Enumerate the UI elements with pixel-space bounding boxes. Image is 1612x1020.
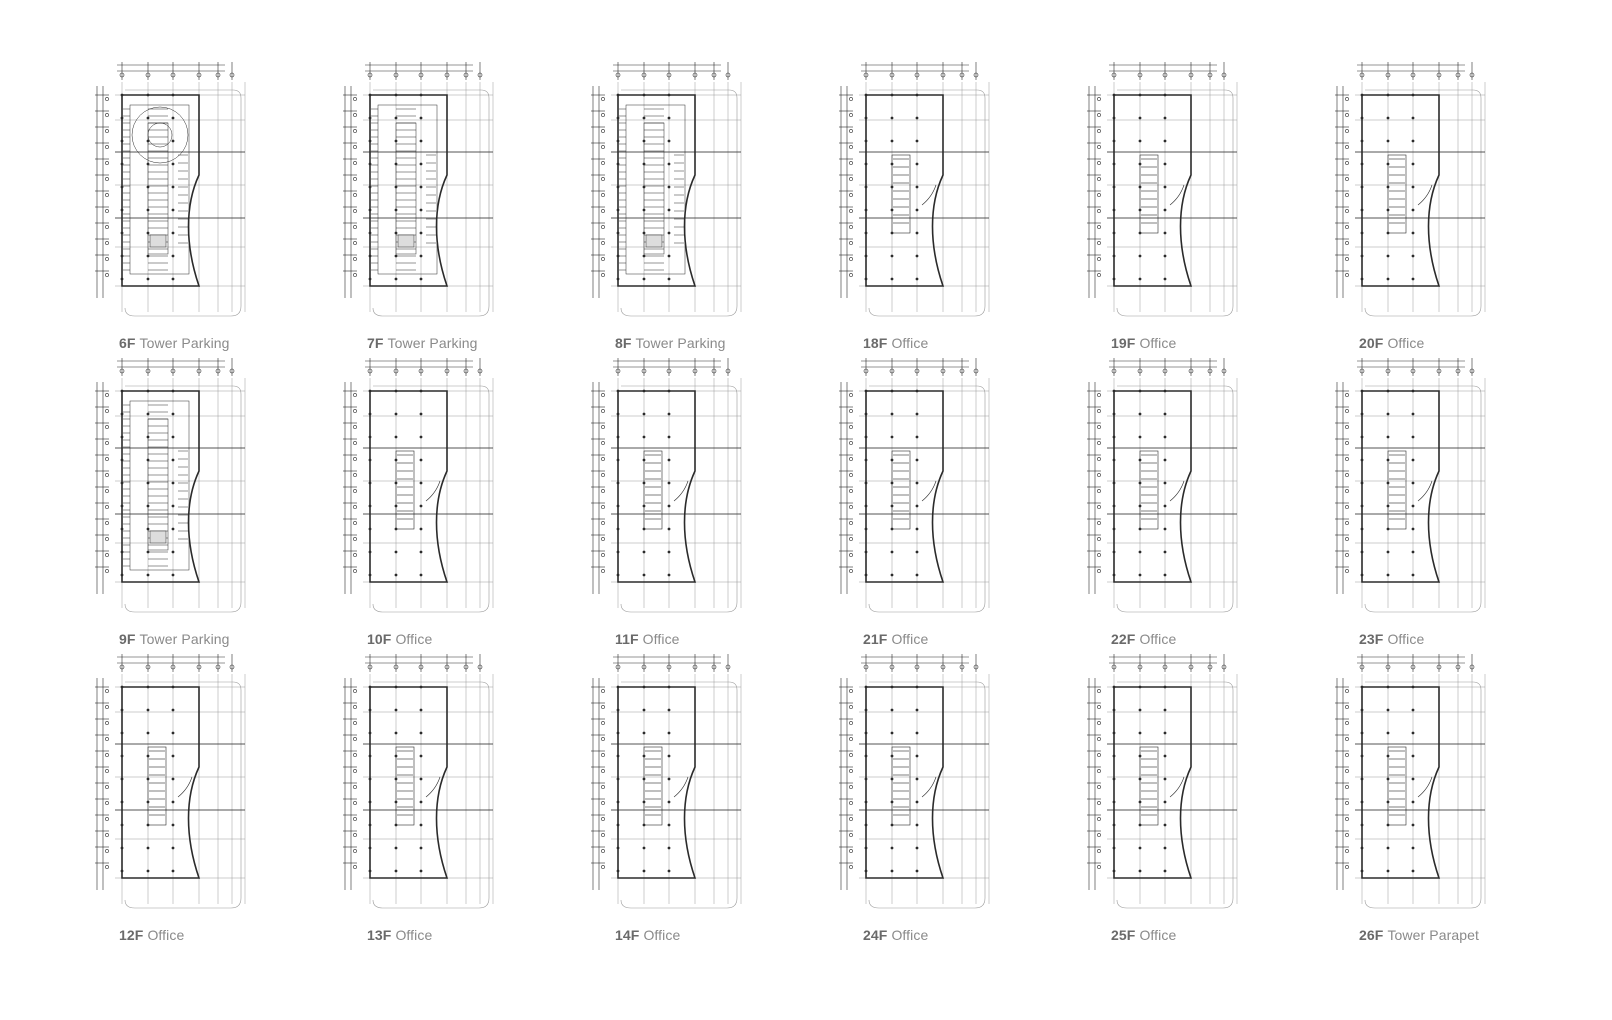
dimension-top [1109, 358, 1226, 376]
dimension-top [1357, 62, 1474, 80]
structural-grid [859, 378, 989, 608]
floor-use: Office [643, 927, 681, 943]
dimension-left [591, 678, 605, 890]
plan-drawing-svg [591, 654, 771, 924]
plan-drawing [95, 62, 245, 316]
office-core [1140, 747, 1184, 825]
floor-plan-12f [95, 654, 275, 954]
floor-plan-13f [343, 654, 523, 954]
floor-number: 21F [863, 631, 888, 647]
plan-drawing-svg [591, 358, 771, 628]
columns [369, 94, 423, 281]
plan-drawing [1335, 654, 1485, 908]
plan-drawing-svg [839, 358, 1019, 628]
site-outline [1365, 90, 1481, 316]
columns [617, 390, 671, 577]
structural-grid [611, 378, 741, 608]
ramp-core [148, 123, 172, 147]
floor-plan-24f [839, 654, 1019, 954]
site-outline [869, 386, 985, 612]
columns [865, 390, 919, 577]
structural-grid [1107, 674, 1237, 904]
plan-drawing-svg [95, 62, 275, 332]
office-core [1140, 155, 1184, 233]
columns [617, 94, 671, 281]
plan-drawing [1087, 358, 1237, 612]
site-outline [1365, 682, 1481, 908]
floor-plan-19f [1087, 62, 1267, 362]
plan-drawing [95, 358, 245, 612]
floor-use: Office [395, 631, 433, 647]
plan-drawing-svg [1335, 62, 1515, 332]
dimension-top [1109, 62, 1226, 80]
dimension-top [1109, 654, 1226, 672]
floor-use: Office [891, 335, 929, 351]
floor-plan-26f [1335, 654, 1515, 954]
office-core [892, 451, 936, 529]
dimension-top [861, 62, 978, 80]
floor-number: 22F [1111, 631, 1136, 647]
dimension-left [839, 678, 853, 890]
floor-use: Tower Parking [635, 335, 726, 351]
plan-drawing [591, 62, 741, 316]
plan-drawing-svg [839, 654, 1019, 924]
site-outline [373, 682, 489, 908]
plan-drawing-svg [343, 62, 523, 332]
columns [865, 686, 919, 873]
plan-caption [367, 927, 432, 943]
floor-number: 6F [119, 335, 136, 351]
dimension-left [343, 678, 357, 890]
plan-drawing-svg [343, 654, 523, 924]
office-core [396, 451, 440, 529]
floor-use: Tower Parking [139, 631, 230, 647]
building-envelope [370, 391, 447, 582]
dimension-left [839, 382, 853, 594]
office-core [892, 155, 936, 233]
site-outline [869, 90, 985, 316]
dimension-left [343, 382, 357, 594]
office-core [1140, 451, 1184, 529]
dimension-left [1335, 382, 1349, 594]
dimension-left [343, 86, 357, 298]
plan-drawing-svg [1087, 654, 1267, 924]
floor-use: Office [395, 927, 433, 943]
office-core [148, 747, 192, 825]
columns [1113, 686, 1167, 873]
dimension-left [1335, 678, 1349, 890]
columns [1361, 390, 1415, 577]
floor-use: Tower Parking [139, 335, 230, 351]
building-envelope [122, 687, 199, 878]
floor-number: 20F [1359, 335, 1384, 351]
columns [121, 390, 175, 577]
plan-caption [367, 335, 478, 351]
plan-drawing-svg [1335, 654, 1515, 924]
office-core [1388, 451, 1432, 529]
site-outline [1365, 386, 1481, 612]
floor-plan-6f [95, 62, 275, 362]
floor-use: Tower Parapet [1387, 927, 1480, 943]
floor-plan-11f [591, 358, 771, 658]
floor-plan-8f [591, 62, 771, 362]
dimension-top [861, 358, 978, 376]
dimension-top [1357, 358, 1474, 376]
plan-caption [615, 631, 680, 647]
floor-use: Office [1139, 335, 1177, 351]
building-envelope [370, 95, 447, 286]
columns [369, 686, 423, 873]
structural-grid [363, 82, 493, 312]
building-envelope [866, 95, 943, 286]
structural-grid [859, 82, 989, 312]
floor-number: 25F [1111, 927, 1136, 943]
plan-caption [367, 631, 432, 647]
plan-drawing-svg [839, 62, 1019, 332]
structural-grid [363, 378, 493, 608]
dimension-left [591, 382, 605, 594]
dimension-left [1087, 678, 1101, 890]
parking-layout [371, 105, 437, 274]
plan-drawing [95, 654, 245, 908]
floor-use: Office [147, 927, 185, 943]
floor-plan-21f [839, 358, 1019, 658]
plan-drawing [591, 358, 741, 612]
columns [369, 390, 423, 577]
floor-use: Office [1387, 631, 1425, 647]
office-core [892, 747, 936, 825]
site-outline [125, 682, 241, 908]
floor-number: 14F [615, 927, 640, 943]
site-outline [621, 386, 737, 612]
plan-caption [1111, 631, 1176, 647]
building-envelope [1114, 95, 1191, 286]
plan-drawing [1335, 62, 1485, 316]
dimension-top [117, 358, 234, 376]
plan-drawing-svg [343, 358, 523, 628]
plan-caption [119, 927, 184, 943]
plan-drawing [1087, 62, 1237, 316]
parking-layout [123, 105, 189, 274]
plan-caption [1359, 927, 1479, 943]
plan-drawing-svg [591, 62, 771, 332]
dimension-left [95, 678, 109, 890]
floor-number: 12F [119, 927, 144, 943]
building-envelope [122, 95, 199, 286]
dimension-top [117, 62, 234, 80]
dimension-left [95, 86, 109, 298]
core-block [150, 531, 166, 543]
plan-drawing [839, 62, 989, 316]
office-core [644, 747, 688, 825]
dimension-top [365, 62, 482, 80]
floor-plan-9f [95, 358, 275, 658]
building-envelope [618, 95, 695, 286]
structural-grid [611, 674, 741, 904]
floor-plan-7f [343, 62, 523, 362]
plan-drawing [343, 358, 493, 612]
floor-plan-10f [343, 358, 523, 658]
floor-number: 10F [367, 631, 392, 647]
dimension-left [1087, 86, 1101, 298]
floor-number: 19F [1111, 335, 1136, 351]
site-outline [869, 682, 985, 908]
structural-grid [1107, 378, 1237, 608]
core-block [150, 235, 166, 247]
structural-grid [1355, 82, 1485, 312]
floor-plan-14f [591, 654, 771, 954]
dimension-top [861, 654, 978, 672]
dimension-left [839, 86, 853, 298]
plan-caption [1111, 335, 1176, 351]
floor-use: Office [1387, 335, 1425, 351]
structural-grid [115, 674, 245, 904]
structural-grid [1355, 378, 1485, 608]
columns [865, 94, 919, 281]
structural-grid [115, 82, 245, 312]
office-core [1388, 155, 1432, 233]
plan-caption [1111, 927, 1176, 943]
columns [1113, 94, 1167, 281]
plan-drawing-svg [95, 654, 275, 924]
columns [617, 686, 671, 873]
plan-caption [863, 631, 928, 647]
site-outline [1117, 90, 1233, 316]
plan-caption [119, 335, 230, 351]
building-envelope [122, 391, 199, 582]
dimension-top [613, 62, 730, 80]
structural-grid [1355, 674, 1485, 904]
floor-use: Office [1139, 631, 1177, 647]
floor-plan-20f [1335, 62, 1515, 362]
plan-caption [615, 335, 726, 351]
plan-caption [863, 335, 928, 351]
site-outline [1117, 682, 1233, 908]
site-outline [1117, 386, 1233, 612]
floor-number: 11F [615, 631, 639, 647]
plan-drawing-svg [1087, 62, 1267, 332]
dimension-left [95, 382, 109, 594]
building-envelope [1114, 687, 1191, 878]
plan-drawing-svg [95, 358, 275, 628]
office-core [396, 747, 440, 825]
floor-plan-23f [1335, 358, 1515, 658]
floor-number: 24F [863, 927, 888, 943]
columns [121, 686, 175, 873]
plan-caption [1359, 335, 1424, 351]
plan-drawing [839, 654, 989, 908]
building-envelope [866, 391, 943, 582]
plan-drawing [343, 654, 493, 908]
columns [1361, 94, 1415, 281]
plan-drawing-svg [1335, 358, 1515, 628]
building-envelope [866, 687, 943, 878]
building-envelope [618, 687, 695, 878]
dimension-left [591, 86, 605, 298]
dimension-top [1357, 654, 1474, 672]
floor-use: Office [891, 631, 929, 647]
building-envelope [1114, 391, 1191, 582]
plan-caption [1359, 631, 1424, 647]
columns [121, 94, 175, 281]
ramp-helix [132, 107, 188, 163]
site-outline [373, 386, 489, 612]
floor-plan-25f [1087, 654, 1267, 954]
dimension-left [1087, 382, 1101, 594]
plan-caption [615, 927, 680, 943]
building-envelope [1362, 95, 1439, 286]
plan-caption [863, 927, 928, 943]
plan-drawing [591, 654, 741, 908]
core-block [398, 235, 414, 247]
office-core [644, 451, 688, 529]
structural-grid [1107, 82, 1237, 312]
floor-use: Office [891, 927, 929, 943]
floor-plan-18f [839, 62, 1019, 362]
floor-number: 23F [1359, 631, 1384, 647]
plan-drawing [1087, 654, 1237, 908]
plan-drawing [1335, 358, 1485, 612]
building-envelope [1362, 391, 1439, 582]
floor-number: 26F [1359, 927, 1384, 943]
plan-drawing [839, 358, 989, 612]
dimension-top [613, 358, 730, 376]
parking-layout [619, 105, 685, 274]
dimension-top [365, 358, 482, 376]
core-block [646, 235, 662, 247]
floor-use: Office [642, 631, 680, 647]
plan-drawing-svg [1087, 358, 1267, 628]
site-outline [621, 682, 737, 908]
dimension-top [117, 654, 234, 672]
floor-number: 7F [367, 335, 384, 351]
office-core [1388, 747, 1432, 825]
building-envelope [618, 391, 695, 582]
columns [1361, 686, 1415, 873]
plan-drawing [343, 62, 493, 316]
floor-plan-22f [1087, 358, 1267, 658]
building-envelope [370, 687, 447, 878]
structural-grid [859, 674, 989, 904]
floor-use: Office [1139, 927, 1177, 943]
floor-number: 13F [367, 927, 392, 943]
floor-number: 8F [615, 335, 632, 351]
dimension-top [613, 654, 730, 672]
columns [1113, 390, 1167, 577]
floor-use: Tower Parking [387, 335, 478, 351]
building-envelope [1362, 687, 1439, 878]
structural-grid [611, 82, 741, 312]
parking-layout [123, 401, 189, 570]
dimension-top [365, 654, 482, 672]
floor-number: 9F [119, 631, 136, 647]
plan-caption [119, 631, 230, 647]
structural-grid [363, 674, 493, 904]
dimension-left [1335, 86, 1349, 298]
structural-grid [115, 378, 245, 608]
floor-number: 18F [863, 335, 888, 351]
